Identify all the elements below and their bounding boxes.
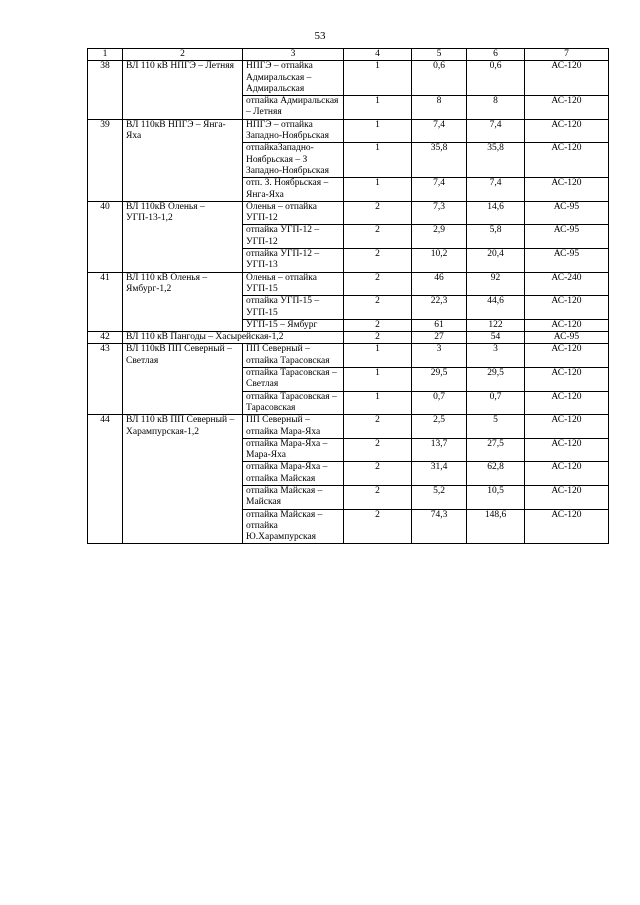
wire-type: АС-120 [525, 296, 609, 320]
section-name: НПГЭ – отпайка Западно-Ноябрьская [243, 119, 344, 143]
row-number: 40 [88, 201, 123, 272]
circuits: 2 [344, 319, 412, 331]
circuits: 1 [344, 96, 412, 120]
wire-type: АС-120 [525, 391, 609, 415]
header-col-1: 1 [88, 49, 123, 61]
length: 31,4 [412, 462, 467, 486]
section-name: отпайка Тарасовская – Тарасовская [243, 391, 344, 415]
total-length: 29,5 [467, 368, 525, 392]
total-length: 54 [467, 332, 525, 344]
header-col-4: 4 [344, 49, 412, 61]
wire-type: АС-120 [525, 368, 609, 392]
wire-type: АС-120 [525, 119, 609, 143]
row-number: 39 [88, 119, 123, 201]
line-name: ВЛ 110 кВ НПГЭ – Летняя [123, 61, 243, 119]
wire-type: АС-95 [525, 201, 609, 225]
total-length: 20,4 [467, 249, 525, 273]
section-name: отпайка Мара-Яха – отпайка Майская [243, 462, 344, 486]
circuits: 2 [344, 509, 412, 544]
circuits: 1 [344, 119, 412, 143]
circuits: 2 [344, 332, 412, 344]
wire-type: АС-120 [525, 438, 609, 462]
circuits: 2 [344, 201, 412, 225]
total-length: 10,5 [467, 485, 525, 509]
table-row [88, 201, 609, 225]
total-length: 7,4 [467, 119, 525, 143]
length: 7,4 [412, 178, 467, 202]
circuits: 2 [344, 415, 412, 439]
length: 2,5 [412, 415, 467, 439]
total-length: 7,4 [467, 178, 525, 202]
row-number: 38 [88, 61, 123, 119]
circuits: 1 [344, 61, 412, 96]
length: 46 [412, 272, 467, 296]
circuits: 2 [344, 272, 412, 296]
total-length: 5 [467, 415, 525, 439]
section-name: Оленья – отпайка УГП-15 [243, 272, 344, 296]
total-length: 0,6 [467, 61, 525, 96]
total-length: 92 [467, 272, 525, 296]
header-col-7: 7 [525, 49, 609, 61]
circuits: 1 [344, 143, 412, 178]
length: 5,2 [412, 485, 467, 509]
table-row [88, 272, 609, 296]
length: 7,3 [412, 201, 467, 225]
section-name: отпайкаЗападно-Ноябрьская – З Западно-Ноябрьская [243, 143, 344, 178]
header-col-2: 2 [123, 49, 243, 61]
table-row [88, 344, 609, 368]
wire-type: АС-120 [525, 415, 609, 439]
total-length: 14,6 [467, 201, 525, 225]
circuits: 1 [344, 391, 412, 415]
row-number: 41 [88, 272, 123, 331]
length: 13,7 [412, 438, 467, 462]
header-row [88, 49, 609, 61]
length: 7,4 [412, 119, 467, 143]
wire-type: АС-120 [525, 485, 609, 509]
section-name: Оленья – отпайка УГП-12 [243, 201, 344, 225]
total-length: 27,5 [467, 438, 525, 462]
total-length: 35,8 [467, 143, 525, 178]
section-name: отпайка Адмиральская – Летняя [243, 96, 344, 120]
header-col-5: 5 [412, 49, 467, 61]
table-row [88, 119, 609, 143]
wire-type: АС-95 [525, 249, 609, 273]
total-length: 8 [467, 96, 525, 120]
row-number: 42 [88, 332, 123, 344]
header-col-6: 6 [467, 49, 525, 61]
total-length: 5,8 [467, 225, 525, 249]
wire-type: АС-120 [525, 344, 609, 368]
length: 10,2 [412, 249, 467, 273]
length: 2,9 [412, 225, 467, 249]
circuits: 2 [344, 225, 412, 249]
length: 22,3 [412, 296, 467, 320]
wire-type: АС-120 [525, 319, 609, 331]
wire-type: АС-120 [525, 143, 609, 178]
circuits: 2 [344, 485, 412, 509]
wire-type: АС-120 [525, 509, 609, 544]
length: 27 [412, 332, 467, 344]
length: 74,3 [412, 509, 467, 544]
table-row [88, 332, 609, 344]
circuits: 1 [344, 178, 412, 202]
circuits: 2 [344, 462, 412, 486]
section-name: отпайка УГП-12 – УГП-13 [243, 249, 344, 273]
total-length: 3 [467, 344, 525, 368]
line-name: ВЛ 110кВ Оленья – УГП-13-1,2 [123, 201, 243, 272]
total-length: 148,6 [467, 509, 525, 544]
line-name: ВЛ 110 кВ Пангоды – Хасырейская-1,2 [123, 332, 344, 344]
length: 61 [412, 319, 467, 331]
line-name: ВЛ 110кВ НПГЭ – Янга-Яха [123, 119, 243, 201]
section-name: отпайка Мара-Яха – Мара-Яха [243, 438, 344, 462]
length: 8 [412, 96, 467, 120]
row-number: 43 [88, 344, 123, 415]
section-name: отпайка Майская – Майская [243, 485, 344, 509]
circuits: 2 [344, 249, 412, 273]
total-length: 122 [467, 319, 525, 331]
section-name: ПП Северный – отпайка Мара-Яха [243, 415, 344, 439]
wire-type: АС-120 [525, 61, 609, 96]
circuits: 2 [344, 438, 412, 462]
section-name: отп. З. Ноябрьская – Янга-Яха [243, 178, 344, 202]
circuits: 1 [344, 368, 412, 392]
line-name: ВЛ 110кВ ПП Северный – Светлая [123, 344, 243, 415]
length: 35,8 [412, 143, 467, 178]
circuits: 1 [344, 344, 412, 368]
total-length: 0,7 [467, 391, 525, 415]
line-name: ВЛ 110 кВ Оленья – Ямбург-1,2 [123, 272, 243, 331]
wire-type: АС-240 [525, 272, 609, 296]
section-name: НПГЭ – отпайка Адмиральская – Адмиральская [243, 61, 344, 96]
length: 29,5 [412, 368, 467, 392]
total-length: 44,6 [467, 296, 525, 320]
wire-type: АС-120 [525, 96, 609, 120]
table-row [88, 415, 609, 439]
section-name: ПП Северный – отпайка Тарасовская [243, 344, 344, 368]
section-name: отпайка УГП-15 – УГП-15 [243, 296, 344, 320]
wire-type: АС-120 [525, 462, 609, 486]
row-number: 44 [88, 415, 123, 544]
length: 0,6 [412, 61, 467, 96]
page-number: 53 [314, 30, 326, 42]
total-length: 62,8 [467, 462, 525, 486]
length: 0,7 [412, 391, 467, 415]
section-name: УГП-15 – Ямбург [243, 319, 344, 331]
header-col-3: 3 [243, 49, 344, 61]
wire-type: АС-95 [525, 225, 609, 249]
wire-type: АС-120 [525, 178, 609, 202]
power-lines-table [87, 48, 609, 544]
wire-type: АС-95 [525, 332, 609, 344]
line-name: ВЛ 110 кВ ПП Северный – Харампурская-1,2 [123, 415, 243, 544]
section-name: отпайка Тарасовская – Светлая [243, 368, 344, 392]
section-name: отпайка Майская – отпайка Ю.Харампурская [243, 509, 344, 544]
table-row [88, 61, 609, 96]
section-name: отпайка УГП-12 – УГП-12 [243, 225, 344, 249]
circuits: 2 [344, 296, 412, 320]
length: 3 [412, 344, 467, 368]
